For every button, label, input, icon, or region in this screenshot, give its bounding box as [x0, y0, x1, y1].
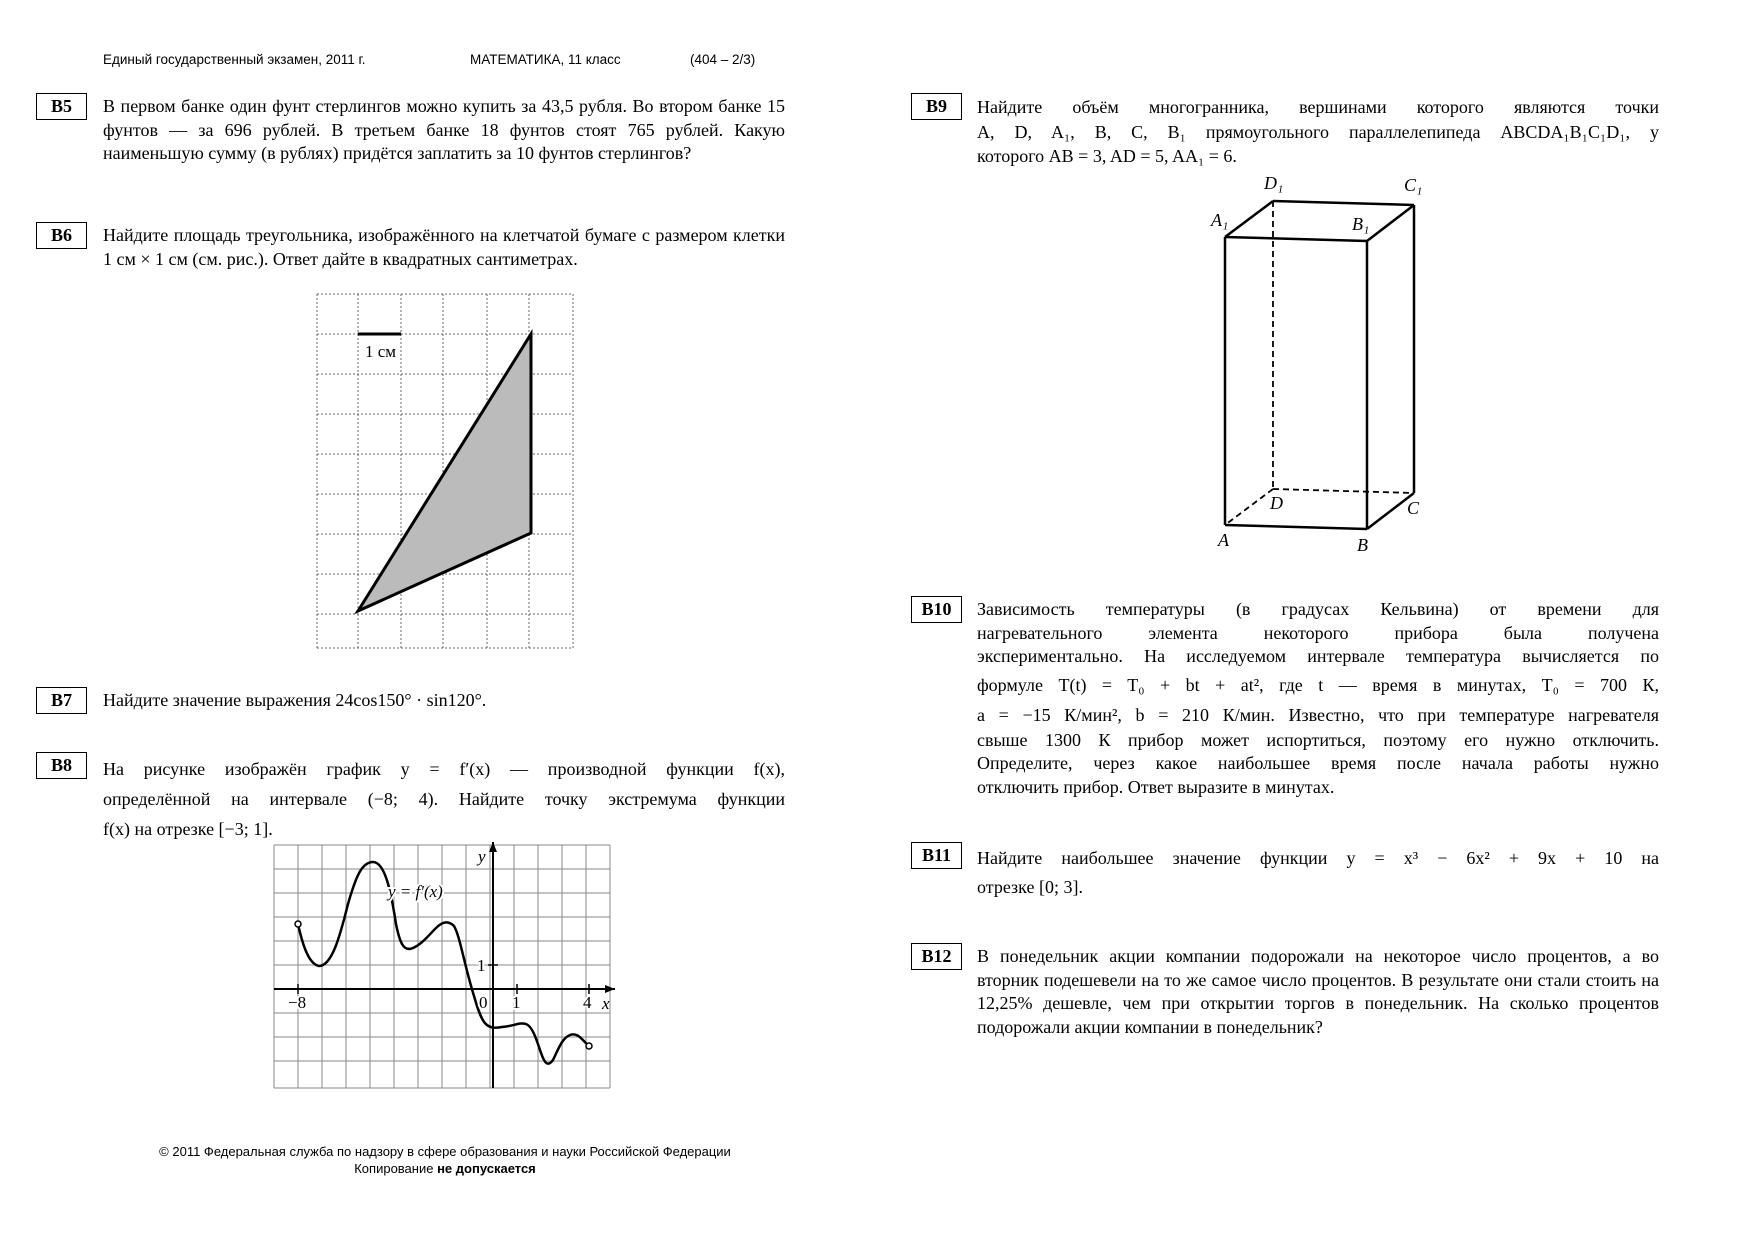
header-subject: МАТЕМАТИКА, 11 класс — [470, 52, 621, 67]
problem-b10-line3: экспериментально. На исследуемом интервале температура вычисляется по — [977, 646, 1659, 666]
vertex-label-a: A — [1218, 530, 1229, 550]
vertex-label-c: C — [1407, 498, 1420, 518]
problem-b10-line7: Определите, через какое наибольшее время после начала работы нужно — [977, 753, 1659, 773]
badge-b7: B7 — [36, 687, 87, 714]
tick-label-y1: 1 — [477, 956, 486, 975]
problem-b10-line6: свыше 1300 К прибор может испортиться, поэтому его нужно отключить. — [977, 729, 1659, 750]
badge-b6: B6 — [36, 222, 87, 249]
problem-b8-line3: f(x) на отрезке [−3; 1]. — [103, 819, 273, 839]
badge-b9: B9 — [911, 93, 962, 120]
problem-b8-text — [103, 754, 785, 844]
badge-b11: B11 — [911, 842, 962, 869]
problem-b5-text: В первом банке один фунт стерлингов можно купить за 43,5 рубля. Во втором банке 15 фунтов — за 696 рублей. В третьем банке 18 фунтов стоят 765 рублей. Какую наименьшую сумму (в рублях) придётся заплатить за 10 фунтов стерлингов? — [103, 96, 785, 163]
graph-function-label: y = f′(x) — [388, 882, 443, 901]
axis-label-x: x — [602, 994, 610, 1013]
problem-b6-text: Найдите площадь треугольника, изображённого на клетчатой бумаге с размером клетки 1 см × 1 см (см. рис.). Ответ дайте в квадратных сантиметрах. — [103, 225, 785, 269]
problem-b10-line4: формуле T(t) = T₀ + bt + at², где t — время в минутах, T₀ = 700 К, — [977, 674, 1659, 695]
derivative-curve — [298, 862, 589, 1064]
header-exam: Единый государственный экзамен, 2011 г. — [103, 52, 366, 67]
parallelepiped-figure — [1200, 170, 1440, 555]
vertex-label-a1: A₁ — [1211, 210, 1229, 230]
header-code: (404 – 2/3) — [690, 52, 756, 67]
footer-copyright: © 2011 Федеральная служба по надзору в сфере образования и науки Российской Федерации — [159, 1144, 731, 1159]
footer-copy-forbidden: не допускается — [437, 1161, 536, 1176]
badge-b8: B8 — [36, 752, 87, 779]
tick-label-x1: 1 — [512, 993, 521, 1012]
problem-b9-text — [977, 95, 1659, 169]
problem-b10-line1: Зависимость температуры (в градусах Кельвина) от времени для — [977, 599, 1659, 619]
problem-b10-text — [977, 598, 1659, 799]
badge-b12: B12 — [911, 943, 962, 970]
footer — [0, 1143, 890, 1177]
tick-label-neg8: −8 — [288, 993, 307, 1012]
vertex-label-d1: D₁ — [1264, 173, 1284, 193]
axis-label-y: y — [478, 847, 486, 866]
curve-open-end — [586, 1043, 592, 1049]
hidden-edges — [1225, 201, 1414, 525]
derivative-graph-figure — [270, 840, 620, 1090]
problem-b9-line3: которого AB = 3, AD = 5, AA₁ = 6. — [977, 146, 1237, 166]
problem-b10-line8: отключить прибор. Ответ выразите в минутах. — [977, 776, 1335, 797]
problem-b11-line2: отрезке [0; 3]. — [977, 877, 1083, 897]
problem-b9-line2: A, D, A₁, B, C, B₁ прямоугольного параллелепипеда ABCDA₁B₁C₁D₁, у — [977, 121, 1659, 142]
problem-b10-line2: нагревательного элемента некоторого прибора была получена — [977, 622, 1659, 643]
vertex-label-c1: C₁ — [1404, 175, 1423, 195]
badge-b10: B10 — [911, 596, 962, 623]
tick-label-4: 4 — [583, 993, 592, 1012]
problem-b10-line5: a = −15 К/мин², b = 210 К/мин. Известно, что при температуре нагревателя — [977, 704, 1659, 725]
scale-label: 1 см — [365, 342, 397, 361]
triangle-grid-figure — [310, 290, 576, 652]
footer-copy-notice — [0, 1160, 890, 1177]
shaded-triangle — [358, 334, 531, 611]
curve-open-start — [295, 921, 301, 927]
tick-label-0: 0 — [479, 993, 488, 1012]
vertex-label-b1: B₁ — [1352, 214, 1370, 234]
vertex-label-d: D — [1270, 493, 1283, 513]
solid-edges — [1225, 201, 1414, 529]
vertex-label-b: B — [1357, 535, 1368, 555]
problem-b11-line1: Найдите наибольшее значение функции y = x³ − 6x² + 9x + 10 на — [977, 848, 1659, 868]
problem-b11-text — [977, 844, 1659, 902]
problem-b7-expression: 24cos150° · sin120°. — [335, 690, 487, 710]
problem-b7 — [103, 689, 785, 713]
footer-copy-prefix: Копирование — [354, 1161, 438, 1176]
problem-b8-line1: На рисунке изображён график y = f′(x) — производной функции f(x), — [103, 759, 785, 779]
problem-b9-line1: Найдите объём многогранника, вершинами которого являются точки — [977, 97, 1659, 117]
problem-b12-text: В понедельник акции компании подорожали на некоторое число процентов, а во вторник подешевели на то же самое число процентов. В результате они стали стоить на 12,25% дешевле, чем при открытии торгов в понедельник. На сколько процентов подорожали акции компании в понедельник? — [977, 946, 1659, 1037]
problem-b7-text: Найдите значение выражения — [103, 690, 331, 710]
badge-b5: B5 — [36, 93, 87, 120]
problem-b8-line2: определённой на интервале (−8; 4). Найдите точку экстремума функции — [103, 789, 785, 809]
